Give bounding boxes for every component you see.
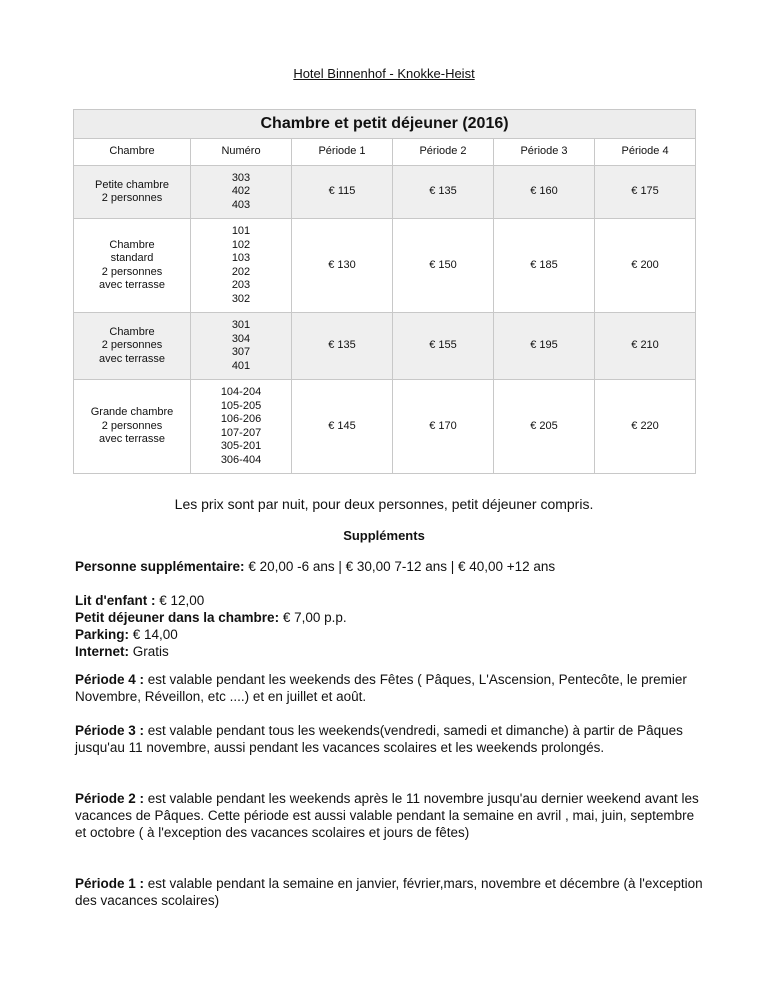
parking-line [75, 626, 705, 643]
period-label: Période 1 : [75, 876, 145, 891]
price-period-2-cell: € 155 [393, 313, 494, 380]
price-period-3-cell: € 185 [494, 219, 595, 313]
table-row [74, 380, 696, 474]
room-type-cell: Chambre 2 personnes avec terrasse [74, 313, 191, 380]
period-paragraph [75, 875, 705, 909]
price-period-4-cell: € 200 [595, 219, 696, 313]
column-header-period-3: Période 3 [494, 139, 595, 166]
period-description: est valable pendant tous les weekends(vendredi, samedi et dimanche) à partir de Pâques jusqu'au 11 novembre, aussi pendant les vacances scolaires et les weekends prolongés. [75, 723, 683, 755]
column-header-number: Numéro [191, 139, 292, 166]
crib-value: € 12,00 [155, 593, 205, 608]
room-type-cell: Grande chambre 2 personnes avec terrasse [74, 380, 191, 474]
price-period-1-cell: € 145 [292, 380, 393, 474]
period-description: est valable pendant la semaine en janvier, février,mars, novembre et décembre (à l'exception des vacances scolaires) [75, 876, 703, 908]
parking-label: Parking: [75, 627, 130, 642]
room-numbers-cell: 303 402 403 [191, 166, 292, 219]
price-period-2-cell: € 135 [393, 166, 494, 219]
price-note: Les prix sont par nuit, pour deux personnes, petit déjeuner compris. [174, 496, 594, 512]
price-period-2-cell: € 170 [393, 380, 494, 474]
period-paragraph [75, 671, 705, 705]
period-label: Période 4 : [75, 672, 145, 687]
extra-person-value: € 20,00 -6 ans | € 30,00 7-12 ans | € 40,00 +12 ans [244, 559, 556, 574]
room-numbers-cell: 104-204 105-205 106-206 107-207 305-201 306-404 [191, 380, 292, 474]
period-paragraph [75, 722, 705, 756]
table-row [74, 219, 696, 313]
supplements-list [75, 592, 705, 660]
parking-value: € 14,00 [129, 627, 178, 642]
breakfast-label: Petit déjeuner dans la chambre: [75, 610, 280, 625]
price-period-4-cell: € 220 [595, 380, 696, 474]
period-description: est valable pendant les weekends après le 11 novembre jusqu'au dernier weekend avant les vacances de Pâques. Cette période est aussi valable pendant la semaine en avril , mai, juin, septembre et octobre ( à l'exception des vacances scolaires et jours de fêtes) [75, 791, 699, 840]
room-numbers-cell: 101 102 103 202 203 302 [191, 219, 292, 313]
room-type-cell: Chambre standard 2 personnes avec terrasse [74, 219, 191, 313]
room-numbers-cell: 301 304 307 401 [191, 313, 292, 380]
supplements-heading: Suppléments [343, 528, 425, 543]
table-caption-row [74, 110, 696, 139]
breakfast-value: € 7,00 p.p. [279, 610, 347, 625]
extra-person-label: Personne supplémentaire: [75, 559, 245, 574]
price-period-3-cell: € 205 [494, 380, 595, 474]
document-title: Hotel Binnenhof - Knokke-Heist [293, 66, 475, 81]
column-header-period-2: Période 2 [393, 139, 494, 166]
internet-value: Gratis [129, 644, 169, 659]
table-caption: Chambre et petit déjeuner (2016) [74, 110, 696, 139]
price-table [73, 109, 696, 474]
period-paragraph [75, 790, 705, 841]
room-type-cell: Petite chambre 2 personnes [74, 166, 191, 219]
price-period-1-cell: € 115 [292, 166, 393, 219]
crib-label: Lit d'enfant : [75, 593, 156, 608]
breakfast-line [75, 609, 705, 626]
period-description: est valable pendant les weekends des Fêtes ( Pâques, L'Ascension, Pentecôte, le premier Novembre, Réveillon, etc ....) et en juillet et août. [75, 672, 687, 704]
price-period-4-cell: € 175 [595, 166, 696, 219]
table-header-row [74, 139, 696, 166]
column-header-period-1: Période 1 [292, 139, 393, 166]
price-period-4-cell: € 210 [595, 313, 696, 380]
internet-label: Internet: [75, 644, 129, 659]
period-label: Période 3 : [75, 723, 145, 738]
crib-line [75, 592, 705, 609]
extra-person-line [75, 558, 705, 575]
column-header-room: Chambre [74, 139, 191, 166]
period-label: Période 2 : [75, 791, 145, 806]
price-period-1-cell: € 130 [292, 219, 393, 313]
price-period-3-cell: € 160 [494, 166, 595, 219]
column-header-period-4: Période 4 [595, 139, 696, 166]
table-row [74, 313, 696, 380]
internet-line [75, 643, 705, 660]
table-row [74, 166, 696, 219]
price-period-2-cell: € 150 [393, 219, 494, 313]
price-period-1-cell: € 135 [292, 313, 393, 380]
price-period-3-cell: € 195 [494, 313, 595, 380]
